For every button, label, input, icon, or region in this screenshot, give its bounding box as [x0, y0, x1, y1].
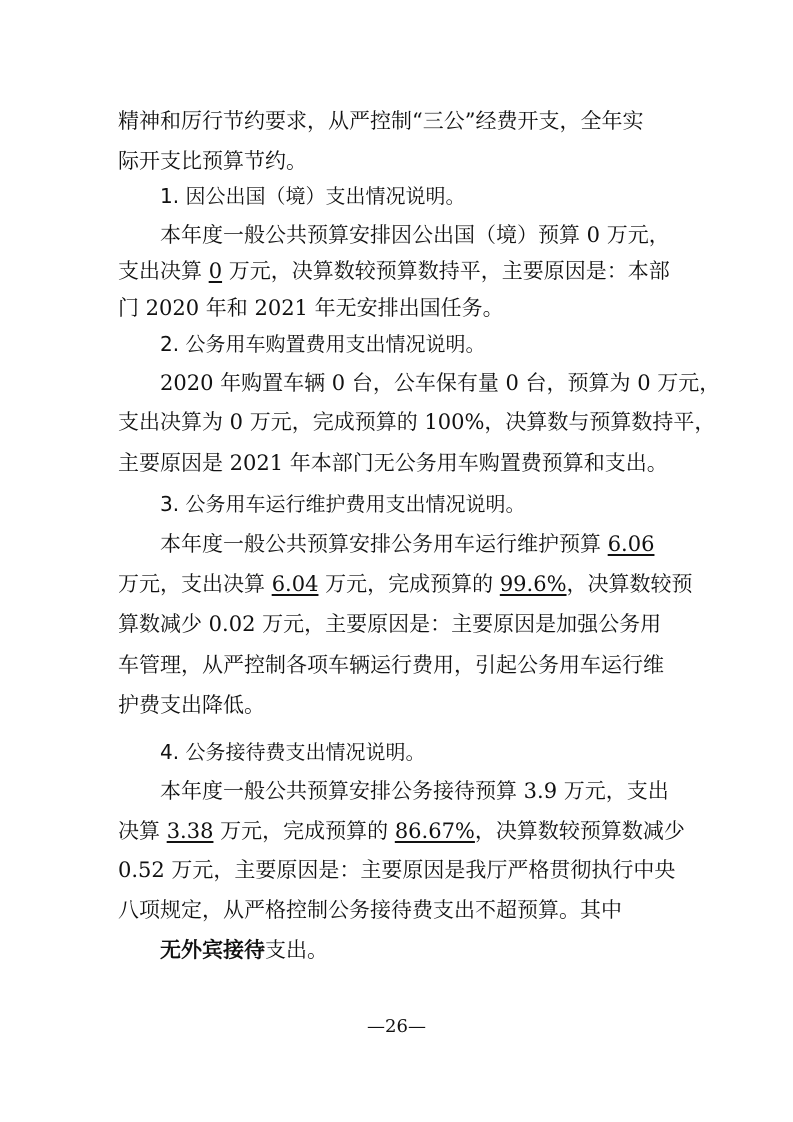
section3-heading: 3. 公务用车运行维护费用支出情况说明。	[160, 492, 526, 516]
page-number: —26—	[367, 1016, 426, 1037]
section3-line-4: 车管理，从严控制各项车辆运行费用，引起公务用车运行维	[118, 653, 664, 677]
section3-line-3: 算数减少 0.02 万元，主要原因是：主要原因是加强公务用	[118, 612, 662, 636]
section4-line-4: 八项规定，从严格控制公务接待费支出不超预算。其中	[118, 898, 622, 922]
intro-line-1: 精神和厉行节约要求，从严控制“三公”经费开支，全年实	[118, 109, 644, 133]
section4-actual-value: 3.38	[166, 819, 214, 843]
section4-line-3: 0.52 万元，主要原因是：主要原因是我厅严格贯彻执行中央	[118, 858, 676, 882]
section3-completion-rate: 99.6%	[499, 572, 567, 596]
section1-actual-value: 0	[208, 259, 223, 283]
section4-line-5: 无外宾接待支出。	[160, 937, 328, 962]
section3-budget-value: 6.06	[607, 532, 655, 556]
section2-line-1: 2020 年购置车辆 0 台，公车保有量 0 台，预算为 0 万元，	[160, 371, 721, 395]
section2-line-2: 支出决算为 0 万元，完成预算的 100%，决算数与预算数持平，	[118, 410, 716, 434]
section1-heading: 1. 因公出国（境）支出情况说明。	[160, 184, 466, 208]
no-foreign-guest-emphasis: 无外宾接待	[160, 937, 265, 962]
section1-line-1: 本年度一般公共预算安排因公出国（境）预算 0 万元，	[160, 223, 670, 247]
section3-line-5: 护费支出降低。	[118, 693, 265, 717]
section2-heading: 2. 公务用车购置费用支出情况说明。	[160, 332, 486, 356]
section4-line-1: 本年度一般公共预算安排公务接待预算 3.9 万元，支出	[160, 779, 669, 803]
intro-line-2: 际开支比预算节约。	[118, 149, 307, 173]
section2-line-3: 主要原因是 2021 年本部门无公务用车购置费预算和支出。	[118, 451, 668, 475]
section3-line-1: 本年度一般公共预算安排公务用车运行维护预算 6.06	[160, 532, 655, 556]
section4-completion-rate: 86.67%	[394, 819, 475, 843]
section1-line-2: 支出决算 0 万元，决算数较预算数持平，主要原因是：本部	[118, 259, 670, 283]
section4-heading: 4. 公务接待费支出情况说明。	[160, 740, 426, 764]
section3-line-2: 万元，支出决算 6.04 万元，完成预算的 99.6%，决算数较预	[118, 572, 693, 596]
section3-actual-value: 6.04	[271, 572, 319, 596]
section1-line-3: 门 2020 年和 2021 年无安排出国任务。	[118, 296, 504, 320]
section4-line-2: 决算 3.38 万元，完成预算的 86.67%，决算数较预算数减少	[118, 819, 685, 843]
